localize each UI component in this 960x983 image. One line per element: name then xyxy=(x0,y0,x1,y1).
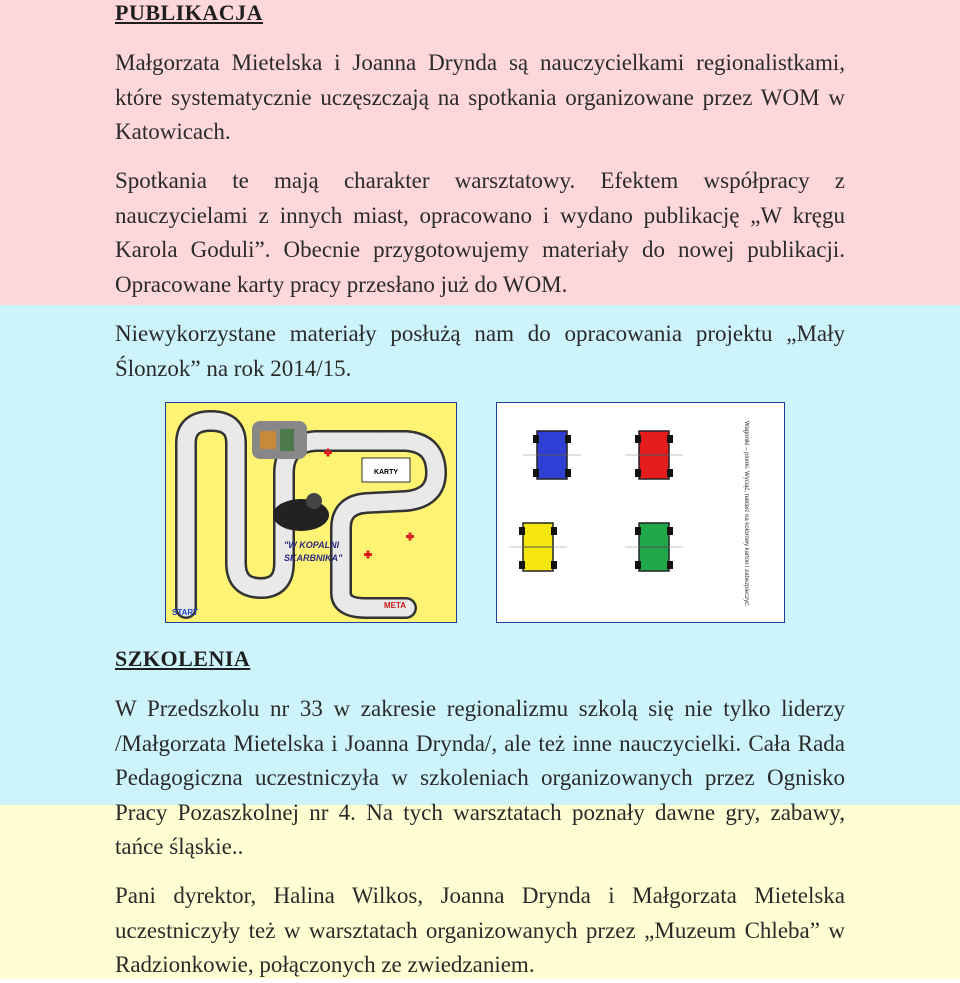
szkolenia-heading: SZKOLENIA xyxy=(115,646,251,671)
board-title-line-1: "W KOPALNI xyxy=(284,540,340,550)
start-label: START xyxy=(172,608,199,617)
szkolenia-paragraph-2: Pani dyrektor, Halina Wilkos, Joanna Drynda i Małgorzata Mietelska uczestniczyły też w warsztatach organizowanych przez „Muzeum Chleba” w Radzionkowie, połączonych ze zwiedzaniem. xyxy=(115,883,845,977)
carts-drawing xyxy=(497,403,784,622)
publikacja-heading: PUBLIKACJA xyxy=(115,0,264,25)
carts-image xyxy=(496,402,785,623)
board-title-line-2: SKARBNIKA" xyxy=(284,553,343,563)
board-game-image xyxy=(165,402,457,623)
szkolenia-paragraph-1: W Przedszkolu nr 33 w zakresie regionalizmu szkolą się nie tylko liderzy /Małgorzata Mietelska i Joanna Drynda/, ale też inne nauczycielki. Cała Rada Pedagogiczna uczestniczyła w szkoleniach organizowanych przez Ognisko Pracy Pozaszkolnej nr 4. Na tych warsztatach poznały dawne gry, zabawy, tańce śląskie.. xyxy=(115,696,845,859)
carts-side-note: Wagoniki – pionki. Wyciąć, nakleić na kolorowy karton i zabezpieczyć. xyxy=(743,421,749,607)
meta-label: META xyxy=(384,601,407,610)
publikacja-paragraph-2: Spotkania te mają charakter warsztatowy. Efektem współpracy z nauczycielami z innych miast, opracowano i wydano publikację „W kręgu Karola Goduli”. Obecnie przygotowujemy materiały do nowej publikacji. Opracowane karty pracy przesłano już do WOM. xyxy=(115,168,845,297)
publikacja-paragraph-3: Niewykorzystane materiały posłużą nam do opracowania projektu „Mały Ślonzok” na rok 2014/15. xyxy=(115,321,845,381)
cards-label: KARTY xyxy=(373,469,399,476)
publikacja-paragraph-1: Małgorzata Mietelska i Joanna Drynda są nauczycielkami regionalistkami, które systematycznie uczęszczają na spotkania organizowane przez WOM w Katowicach. xyxy=(115,50,845,144)
board-game-drawing xyxy=(166,403,456,622)
